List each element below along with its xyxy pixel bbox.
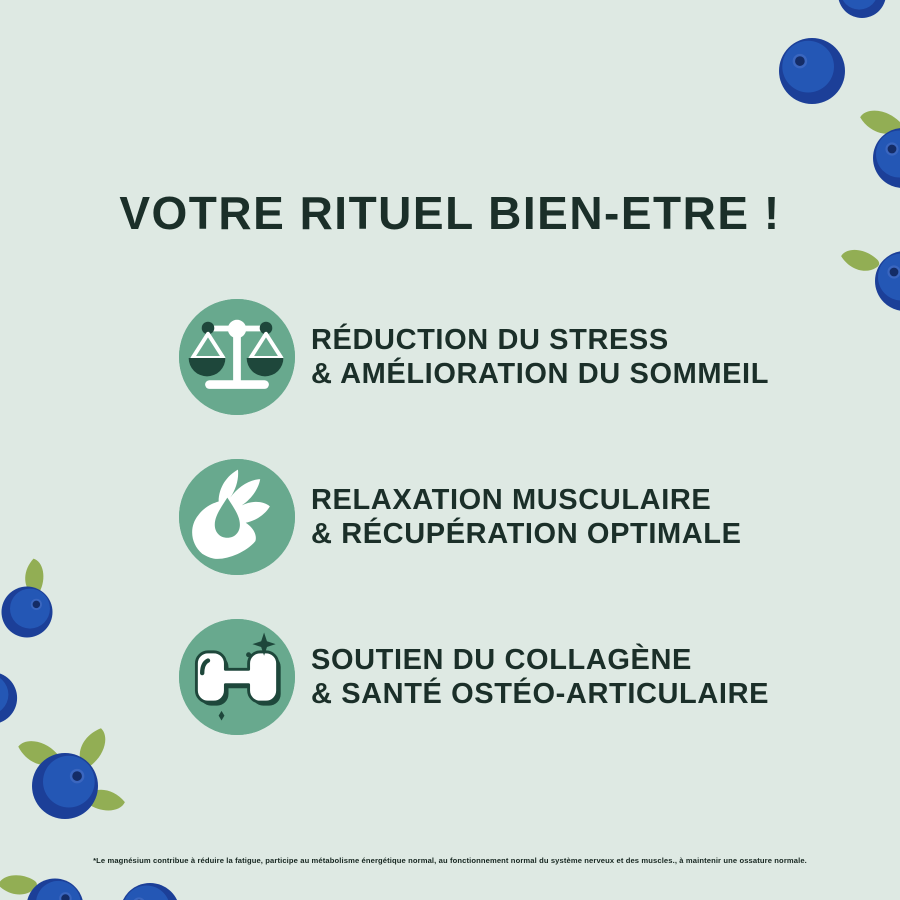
blueberry-icon <box>32 753 98 819</box>
relaxed-hand-icon <box>179 459 295 575</box>
leaf-icon <box>840 240 881 280</box>
leaf-icon <box>859 100 900 144</box>
leaf-icon <box>17 730 61 775</box>
legal-footnote: *Le magnésium contribue à réduire la fatigue, participe au métabolisme énergétique normal, au fonctionnement normal du système nerveux et des muscles., à maintenir une ossature normale. <box>93 856 807 865</box>
benefit-text <box>311 643 769 711</box>
blueberry-icon <box>873 128 900 188</box>
benefit-text <box>311 323 769 391</box>
benefit-text <box>311 483 742 551</box>
blueberry-icon <box>26 879 83 900</box>
benefit-row-relaxation <box>179 459 742 575</box>
bone-icon <box>179 619 295 735</box>
page-title: VOTRE RITUEL BIEN-ETRE ! <box>119 187 781 239</box>
balance-scale-icon <box>179 299 295 415</box>
blueberry-icon <box>838 0 886 18</box>
leaf-icon <box>17 558 52 597</box>
benefit-line: RÉDUCTION DU STRESS <box>311 324 669 356</box>
leaf-icon <box>0 866 38 900</box>
blueberry-icon <box>1 587 52 638</box>
benefit-line: & SANTÉ OSTÉO-ARTICULAIRE <box>311 678 770 710</box>
benefit-line: & AMÉLIORATION DU SOMMEIL <box>311 358 770 390</box>
leaf-icon <box>70 727 115 770</box>
leaf-icon <box>83 780 126 821</box>
blueberry-icon <box>875 251 900 311</box>
blueberry-icon <box>120 883 180 900</box>
benefit-row-stress <box>179 299 769 415</box>
blueberry-icon <box>0 672 17 724</box>
benefit-line: SOUTIEN DU COLLAGÈNE <box>311 644 692 676</box>
benefit-row-collagen <box>179 619 769 735</box>
blueberry-icon <box>779 38 845 104</box>
benefit-line: RELAXATION MUSCULAIRE <box>311 484 712 516</box>
benefit-line: & RÉCUPÉRATION OPTIMALE <box>311 518 742 550</box>
